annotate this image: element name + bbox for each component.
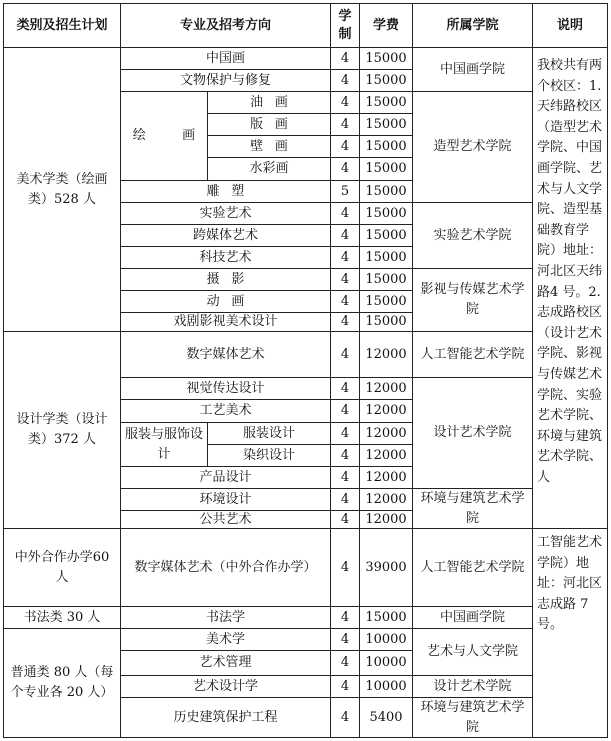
table-row-duration: 4 (330, 399, 360, 423)
college-chinese-painting-2: 中国画学院 (412, 606, 533, 629)
table-row-fee: 15000 (359, 224, 413, 247)
college-humanities: 艺术与人文学院 (412, 628, 533, 676)
table-row-duration: 4 (330, 135, 360, 158)
table-row-duration: 4 (330, 268, 360, 291)
college-design-art-2: 设计艺术学院 (412, 675, 533, 698)
table-row-major: 工艺美术 (120, 399, 331, 423)
table-row-major: 历史建筑保护工程 (120, 697, 331, 738)
header-category: 类别及招生计划 (3, 3, 121, 48)
header-duration: 学制 (330, 3, 360, 48)
table-row-major: 公共艺术 (120, 510, 331, 529)
table-row-fee: 15000 (359, 157, 413, 181)
table-row-fee: 15000 (359, 69, 413, 92)
table-row-major: 跨媒体艺术 (120, 224, 331, 247)
table-row-duration: 4 (330, 377, 360, 400)
table-row-duration: 4 (330, 290, 360, 313)
table-row-fee: 15000 (359, 606, 413, 629)
group-design: 设计学类（设计类）372 人 (3, 331, 121, 529)
table-row-fee: 12000 (359, 466, 413, 489)
group-calligraphy: 书法类 30 人 (3, 606, 121, 629)
table-row-duration: 4 (330, 675, 360, 698)
table-row-major: 视觉传达设计 (120, 377, 331, 400)
table-row-fee: 15000 (359, 268, 413, 291)
note-text-1: 我校共有两个校区：1.天纬路校区（造型艺术学院、中国画学院、艺术与人文学院、造型基础教育学院）地址：河北区天纬路4 号。2.志成路校区（设计艺术学院、影视与传媒艺术学院、实验艺术学院、环境与建筑艺术学院、人 (537, 58, 603, 485)
table-row-major: 美术学 (120, 628, 331, 651)
table-row-major: 科技艺术 (120, 246, 331, 269)
table-row-duration: 4 (330, 157, 360, 181)
table-row-fee: 15000 (359, 135, 413, 158)
table-row-fee: 15000 (359, 290, 413, 313)
table-row-fee: 12000 (359, 399, 413, 423)
note-campus-part1 (532, 47, 608, 529)
table-row-fee: 12000 (359, 488, 413, 511)
table-row-fee: 39000 (359, 528, 413, 607)
table-row-duration: 4 (330, 224, 360, 247)
table-row-duration: 4 (330, 422, 360, 445)
table-row-duration: 4 (330, 331, 360, 378)
table-row-major: 环境设计 (120, 488, 331, 511)
group-general: 普通类 80 人（每个专业各 20 人） (3, 628, 121, 738)
college-ai-art: 人工智能艺术学院 (412, 331, 533, 378)
note-text-2: 工智能艺术学院）地址：河北区志成路 7 号。 (537, 535, 603, 633)
table-row-duration: 4 (330, 246, 360, 269)
table-row-duration: 4 (330, 113, 360, 136)
table-row-major: 壁画 (207, 135, 331, 158)
table-row-duration: 4 (330, 312, 360, 332)
header-major: 专业及招考方向 (120, 3, 331, 48)
table-row-major: 文物保护与修复 (120, 69, 331, 92)
table-row-duration: 4 (330, 488, 360, 511)
table-row-duration: 4 (330, 606, 360, 629)
table-row-duration: 4 (330, 628, 360, 651)
group-fine-arts: 美术学类（绘画类）528 人 (3, 47, 121, 332)
header-college: 所属学院 (412, 3, 533, 48)
table-row-duration: 4 (330, 91, 360, 114)
table-row-fee: 12000 (359, 444, 413, 467)
table-row-duration: 4 (330, 69, 360, 92)
table-row-fee: 15000 (359, 91, 413, 114)
table-row-major: 产品设计 (120, 466, 331, 489)
table-row-fee: 12000 (359, 422, 413, 445)
college-film-media: 影视与传媒艺术学院 (412, 268, 533, 332)
table-row-major: 油画 (207, 91, 331, 114)
header-note: 说明 (532, 3, 608, 48)
college-experimental: 实验艺术学院 (412, 202, 533, 269)
table-row-duration: 5 (330, 180, 360, 203)
table-row-major: 实验艺术 (120, 202, 331, 225)
college-environment: 环境与建筑艺术学院 (412, 488, 533, 529)
group-sino-foreign: 中外合作办学60 人 (3, 528, 121, 607)
table-row-fee: 15000 (359, 202, 413, 225)
table-row-major: 艺术设计学 (120, 675, 331, 698)
subgroup-painting: 绘 画 (120, 90, 208, 181)
table-row-major: 雕塑 (120, 180, 331, 203)
table-row-major: 数字媒体艺术（中外合作办学） (120, 528, 331, 607)
college-chinese-painting: 中国画学院 (412, 47, 533, 92)
table-row-major: 书法学 (120, 606, 331, 629)
table-row-major: 摄影 (120, 268, 331, 291)
table-row-major: 数字媒体艺术 (120, 331, 331, 378)
admissions-table (3, 3, 608, 738)
table-row-duration: 4 (330, 650, 360, 676)
table-row-major: 戏剧影视美术设计 (120, 312, 331, 332)
table-row-fee: 12000 (359, 510, 413, 529)
college-design-art: 设计艺术学院 (412, 377, 533, 489)
table-row-major: 水彩画 (207, 157, 331, 181)
table-row-duration: 4 (330, 202, 360, 225)
table-row-fee: 15000 (359, 47, 413, 70)
table-row-major: 动画 (120, 290, 331, 313)
college-ai-art-2: 人工智能艺术学院 (412, 528, 533, 607)
table-row-fee: 15000 (359, 312, 413, 332)
table-row-duration: 4 (330, 510, 360, 529)
table-row-fee: 10000 (359, 675, 413, 698)
note-campus-part2 (532, 528, 608, 738)
table-row-fee: 10000 (359, 628, 413, 651)
table-row-duration: 4 (330, 444, 360, 467)
table-row-duration: 4 (330, 466, 360, 489)
college-environment-2: 环境与建筑艺术学院 (412, 697, 533, 738)
table-row-fee: 5400 (359, 697, 413, 738)
table-row-duration: 4 (330, 47, 360, 70)
table-row-major: 艺术管理 (120, 650, 331, 676)
table-row-fee: 12000 (359, 377, 413, 400)
table-row-fee: 15000 (359, 246, 413, 269)
table-row-fee: 15000 (359, 113, 413, 136)
college-plastic-arts: 造型艺术学院 (412, 91, 533, 203)
table-row-fee: 15000 (359, 180, 413, 203)
table-row-major: 版画 (207, 113, 331, 136)
table-row-major: 服装设计 (207, 422, 331, 445)
table-row-duration: 4 (330, 528, 360, 607)
subgroup-fashion: 服装与服饰设计 (120, 422, 208, 467)
table-row-fee: 12000 (359, 331, 413, 378)
table-row-fee: 10000 (359, 650, 413, 676)
table-row-duration: 4 (330, 697, 360, 738)
table-row-major: 染织设计 (207, 444, 331, 467)
table-row-major: 中国画 (120, 47, 331, 70)
header-fee: 学费 (359, 3, 413, 48)
